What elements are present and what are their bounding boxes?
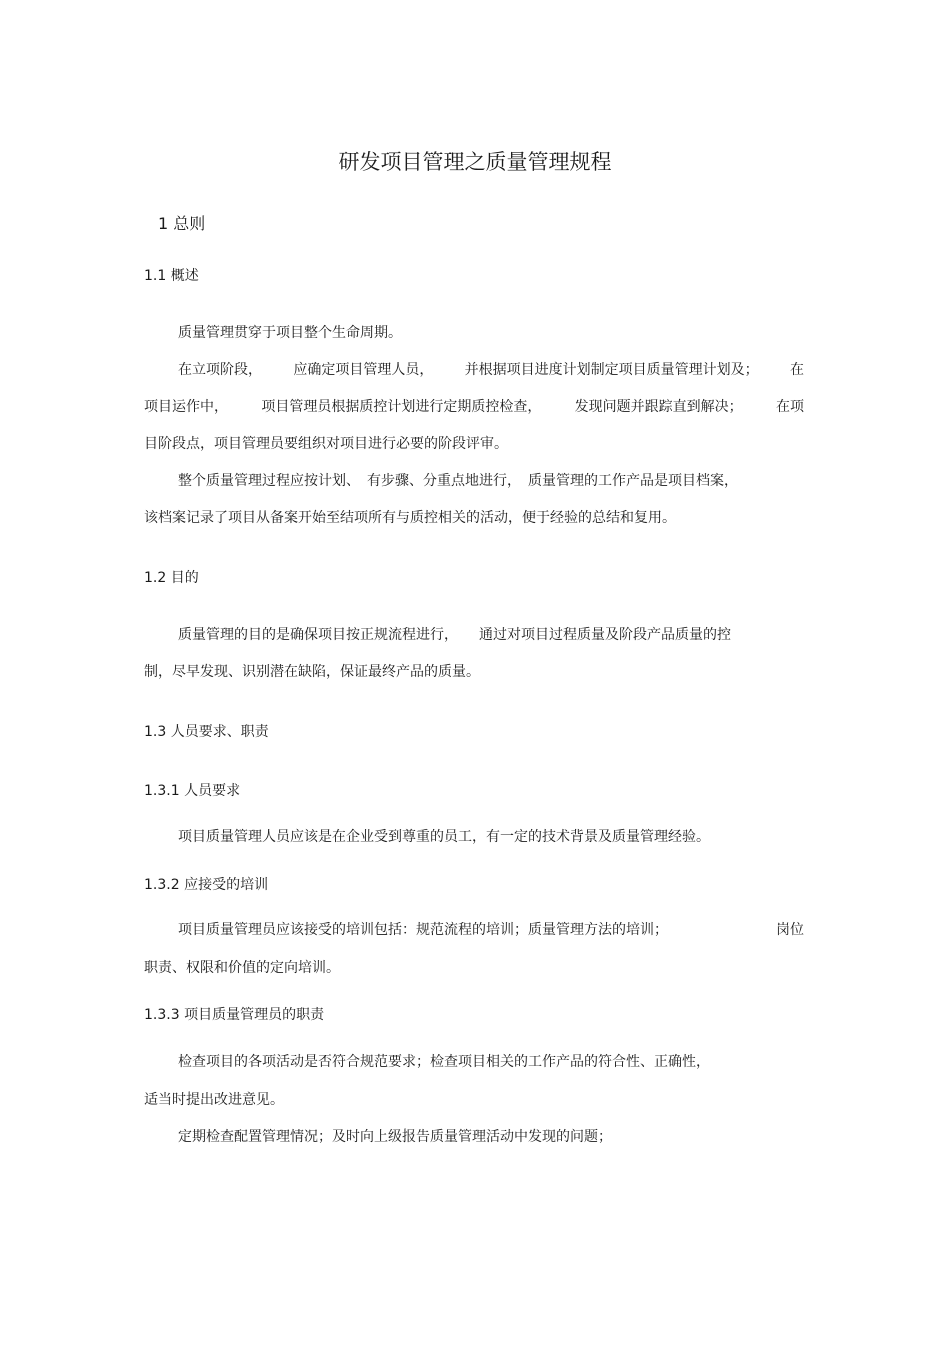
section-heading-1-3-3: 1.3.3 项目质量管理员的职责: [144, 1007, 325, 1023]
paragraph-line: 整个质量管理过程应按计划、 有步骤、分重点地进行， 质量管理的工作产品是项目档案，: [178, 473, 738, 489]
paragraph-line: 质量管理贯穿于项目整个生命周期。: [178, 325, 402, 341]
paragraph-line: [144, 397, 804, 417]
paragraph-line: 目阶段点，项目管理员要组织对项目进行必要的阶段评审。: [144, 436, 508, 452]
paragraph-line: [178, 360, 804, 380]
text-segment: 发现问题并跟踪直到解决；: [574, 399, 743, 415]
text-segment: 项目运作中，: [144, 399, 228, 415]
document-title: 研发项目管理之质量管理规程: [338, 150, 612, 174]
text-segment: 在立项阶段，: [178, 362, 262, 378]
paragraph-line: 检查项目的各项活动是否符合规范要求；检查项目相关的工作产品的符合性、正确性，: [178, 1054, 710, 1070]
section-heading-1-3-1: 1.3.1 人员要求: [144, 783, 241, 799]
text-segment: 并根据项目进度计划制定项目质量管理计划及；: [464, 362, 759, 378]
text-segment: 在: [789, 362, 804, 378]
text-segment: 在项: [775, 399, 804, 415]
text-segment: 应确定项目管理人员，: [293, 362, 434, 378]
paragraph-line: [178, 920, 804, 940]
paragraph-line: 适当时提出改进意见。: [144, 1092, 284, 1108]
section-heading-1-3-2: 1.3.2 应接受的培训: [144, 877, 269, 893]
paragraph-line: 职责、权限和价值的定向培训。: [144, 960, 340, 976]
section-heading-1-1: 1.1 概述: [144, 268, 199, 284]
paragraph-line: 质量管理的目的是确保项目按正规流程进行， 通过对项目过程质量及阶段产品质量的控: [178, 627, 731, 643]
paragraph-line: 定期检查配置管理情况；及时向上级报告质量管理活动中发现的问题；: [178, 1129, 612, 1145]
paragraph-line: 项目质量管理人员应该是在企业受到尊重的员工，有一定的技术背景及质量管理经验。: [178, 829, 710, 845]
text-segment: 项目管理员根据质控计划进行定期质控检查，: [261, 399, 542, 415]
section-heading-1: 1 总则: [158, 214, 206, 233]
section-heading-1-3: 1.3 人员要求、职责: [144, 724, 269, 740]
text-segment: 项目质量管理员应该接受的培训包括：规范流程的培训；质量管理方法的培训；: [178, 922, 668, 938]
paragraph-line: 制，尽早发现、识别潜在缺陷，保证最终产品的质量。: [144, 664, 480, 680]
section-heading-1-2: 1.2 目的: [144, 570, 199, 586]
paragraph-line: 该档案记录了项目从备案开始至结项所有与质控相关的活动，便于经验的总结和复用。: [144, 510, 676, 526]
text-segment: 岗位: [776, 922, 804, 938]
